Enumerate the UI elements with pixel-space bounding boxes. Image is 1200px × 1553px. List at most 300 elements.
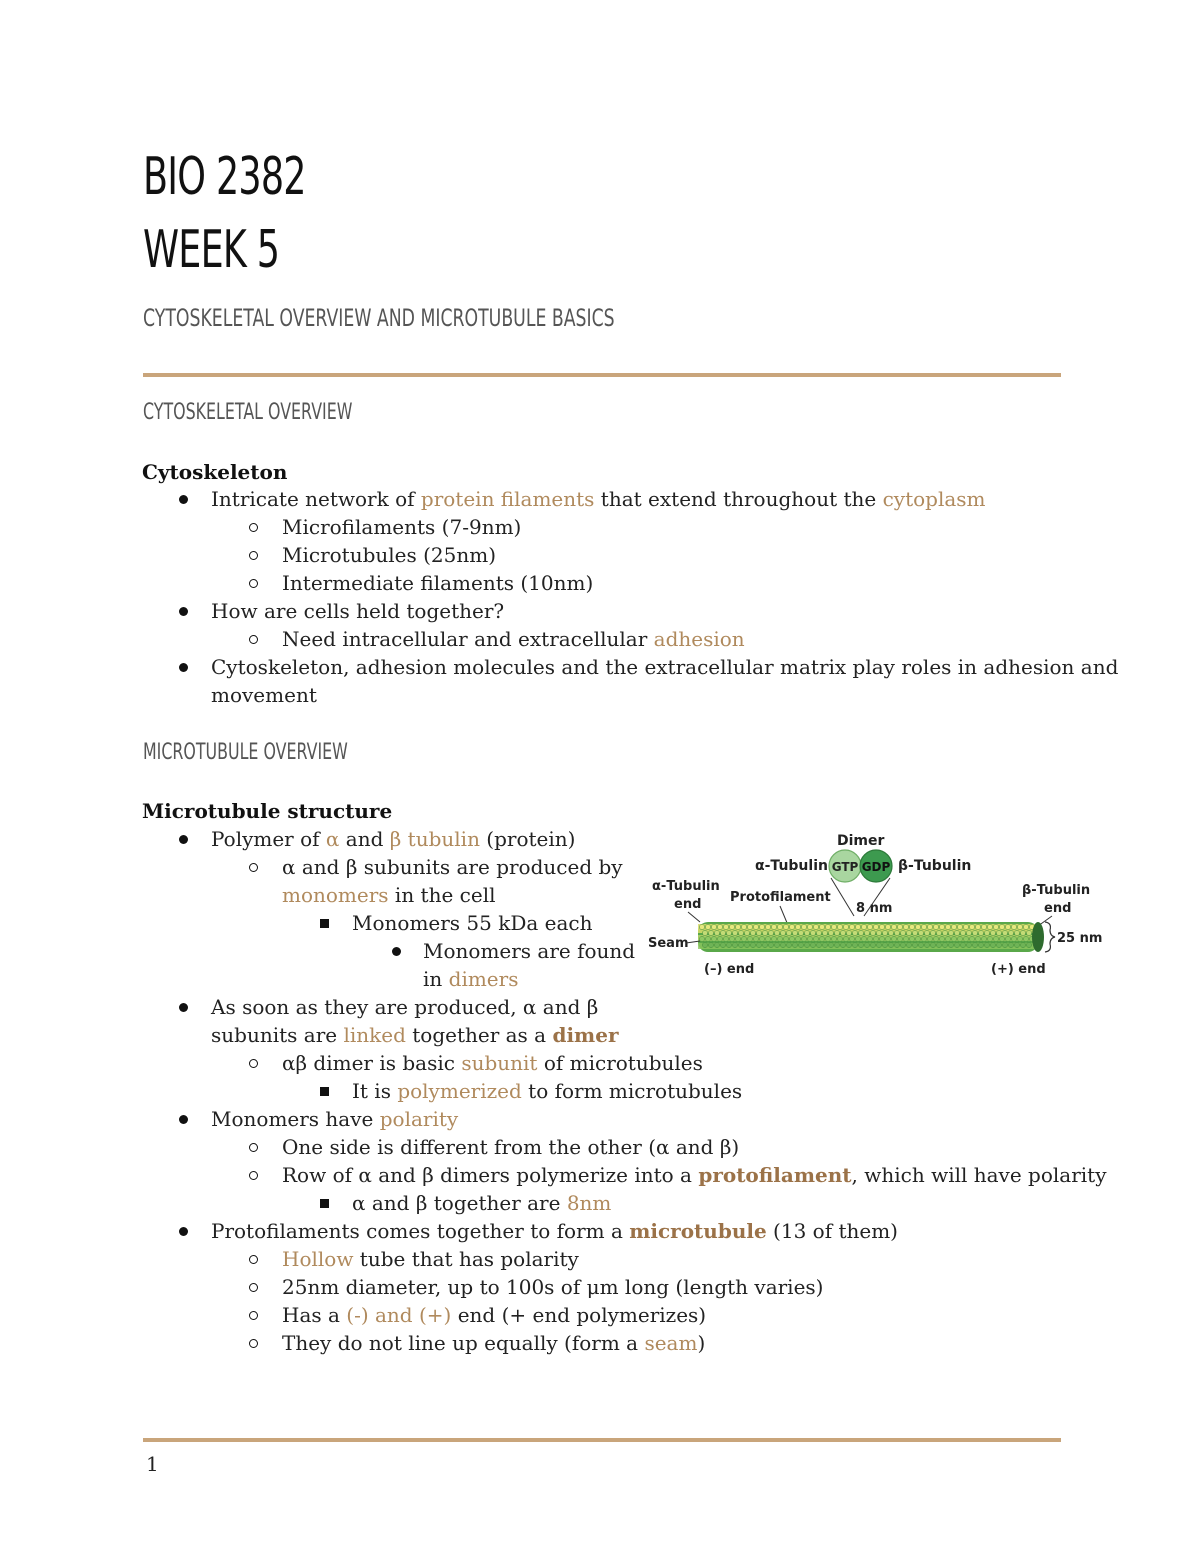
tubulin-subunit (804, 930, 809, 935)
tubulin-subunit (783, 924, 788, 929)
protofilament-label: Protofilament (730, 890, 831, 905)
tubulin-subunit (861, 924, 866, 929)
tubulin-subunit (747, 936, 752, 941)
list-item: Microtubules (25nm) (282, 543, 497, 567)
list-item: Row of α and β dimers polymerize into a protofilament, which will have polarity (282, 1163, 1107, 1187)
tubulin-subunit (780, 942, 785, 947)
tubulin-subunit (768, 930, 773, 935)
tubulin-subunit (921, 936, 926, 941)
hollow-bullet-icon (249, 1255, 258, 1264)
tubulin-subunit (849, 936, 854, 941)
tubulin-subunit (858, 930, 863, 935)
tubulin-subunit (786, 930, 791, 935)
plus-end-cap (1032, 922, 1044, 952)
tubulin-subunit (927, 924, 932, 929)
tubulin-subunit (735, 924, 740, 929)
tubulin-subunit (909, 924, 914, 929)
tubulin-subunit (996, 930, 1001, 935)
tubulin-subunit (873, 936, 878, 941)
tubulin-subunit (786, 942, 791, 947)
tubulin-subunit (828, 942, 833, 947)
tubulin-subunit (936, 930, 941, 935)
tubulin-subunit (714, 942, 719, 947)
tubulin-subunit (888, 930, 893, 935)
bullet-icon (179, 1003, 188, 1012)
tubulin-subunit (933, 936, 938, 941)
tubulin-subunit (831, 936, 836, 941)
list-item: Microfilaments (7-9nm) (282, 515, 522, 539)
tubulin-subunit (1014, 942, 1019, 947)
tubulin-subunit (837, 936, 842, 941)
bullet-icon (179, 835, 188, 844)
square-bullet-icon (320, 1199, 329, 1208)
tubulin-subunit (906, 942, 911, 947)
dimer-pointer-line (831, 878, 854, 916)
tubulin-subunit (738, 942, 743, 947)
tubulin-subunit (807, 924, 812, 929)
tubulin-subunit (891, 936, 896, 941)
tubulin-subunit (876, 930, 881, 935)
tubulin-subunit (957, 924, 962, 929)
tubulin-subunit (753, 936, 758, 941)
tubulin-subunit (711, 936, 716, 941)
list-item: Cytoskeleton, adhesion molecules and the extracellular matrix play roles in adhesion and (211, 655, 1119, 679)
tubulin-subunit (1008, 942, 1013, 947)
tubulin-subunit (975, 936, 980, 941)
list-item: Need intracellular and extracellular adhesion (282, 627, 745, 651)
tubulin-subunit (999, 936, 1004, 941)
tubulin-subunit (822, 930, 827, 935)
dimer-label: Dimer (837, 833, 885, 849)
tubulin-subunit (954, 930, 959, 935)
list-item-continuation: movement (211, 683, 317, 707)
section-heading-cytoskeletal: CYTOSKELETAL OVERVIEW (143, 400, 353, 425)
tubulin-subunit (861, 936, 866, 941)
tubulin-subunit (1020, 930, 1025, 935)
tubulin-subunit (819, 936, 824, 941)
tubulin-subunit (750, 930, 755, 935)
tubulin-subunit (900, 942, 905, 947)
tubulin-subunit (801, 936, 806, 941)
tubulin-subunit (930, 930, 935, 935)
tubulin-subunit (798, 930, 803, 935)
hollow-bullet-icon (249, 1059, 258, 1068)
tubulin-subunit (729, 936, 734, 941)
tubulin-subunit (888, 942, 893, 947)
tubulin-subunit (717, 936, 722, 941)
tubulin-subunit (966, 942, 971, 947)
tubulin-subunit (993, 936, 998, 941)
hollow-bullet-icon (249, 1311, 258, 1320)
hollow-bullet-icon (249, 1143, 258, 1152)
tubulin-subunit (924, 930, 929, 935)
list-item-continuation: subunits are linked together as a dimer (211, 1023, 619, 1047)
tubulin-subunit (819, 924, 824, 929)
tubulin-subunit (807, 936, 812, 941)
tubulin-subunit (900, 930, 905, 935)
tubulin-subunit (708, 942, 713, 947)
tubulin-subunit (996, 942, 1001, 947)
tubulin-subunit (813, 936, 818, 941)
gdp-label: GDP (861, 860, 891, 874)
tubulin-subunit (948, 942, 953, 947)
hollow-bullet-icon (249, 551, 258, 560)
bottom-divider (143, 1438, 1061, 1442)
hollow-bullet-icon (249, 523, 258, 532)
tubulin-subunit (864, 942, 869, 947)
tubulin-subunit (951, 924, 956, 929)
tubulin-subunit (1005, 936, 1010, 941)
tubulin-subunit (762, 942, 767, 947)
tubulin-subunit (954, 942, 959, 947)
beta-end-label-line2: end (1044, 901, 1072, 916)
top-divider (143, 373, 1061, 377)
tubulin-subunit (903, 924, 908, 929)
tubulin-subunit (897, 924, 902, 929)
tubulin-subunit (852, 930, 857, 935)
list-item: α and β together are 8nm (352, 1191, 612, 1215)
tubulin-subunit (915, 936, 920, 941)
tubulin-subunit (840, 942, 845, 947)
tubulin-subunit (702, 930, 707, 935)
tubulin-subunit (867, 924, 872, 929)
tubulin-subunit (906, 930, 911, 935)
tubulin-subunit (987, 924, 992, 929)
tubulin-subunit (945, 924, 950, 929)
tubulin-subunit (768, 942, 773, 947)
hollow-bullet-icon (249, 635, 258, 644)
bullet-icon (179, 1115, 188, 1124)
tubulin-subunit (837, 924, 842, 929)
tubulin-subunit (978, 930, 983, 935)
tubulin-subunit (867, 936, 872, 941)
tubulin-subunit (975, 924, 980, 929)
tubulin-subunit (948, 930, 953, 935)
tubulin-subunit (1023, 924, 1028, 929)
hollow-bullet-icon (249, 1339, 258, 1348)
tubulin-subunit (1008, 930, 1013, 935)
tubulin-subunit (720, 930, 725, 935)
bullet-icon (179, 607, 188, 616)
tubulin-subunit (750, 942, 755, 947)
document-subtitle: CYTOSKELETAL OVERVIEW AND MICROTUBULE BASICS (143, 304, 615, 332)
alpha-end-label-line2: end (674, 897, 702, 912)
tubulin-subunit (846, 930, 851, 935)
minus-end-label: (–) end (704, 962, 755, 977)
tubulin-subunit (816, 942, 821, 947)
tubulin-subunit (924, 942, 929, 947)
tubulin-subunit (780, 930, 785, 935)
list-item: One side is different from the other (α and β) (282, 1135, 740, 1159)
tubulin-subunit (1020, 942, 1025, 947)
square-bullet-icon (320, 1087, 329, 1096)
microtubule-diagram (640, 826, 1110, 984)
tubulin-subunit (894, 930, 899, 935)
tubulin-subunit (942, 930, 947, 935)
hollow-bullet-icon (249, 1171, 258, 1180)
tubulin-subunit (744, 942, 749, 947)
tubulin-subunit (879, 936, 884, 941)
tubulin-subunit (756, 942, 761, 947)
tubulin-subunit (942, 942, 947, 947)
list-item: Polymer of α and β tubulin (protein) (211, 827, 576, 851)
tubulin-subunit (1002, 942, 1007, 947)
tubulin-subunit (822, 942, 827, 947)
tubulin-subunit (984, 930, 989, 935)
tubulin-subunit (939, 936, 944, 941)
tubulin-subunit (795, 936, 800, 941)
tubulin-subunit (963, 936, 968, 941)
list-item: How are cells held together? (211, 599, 505, 623)
tubulin-subunit (939, 924, 944, 929)
tubulin-subunit (879, 924, 884, 929)
tubulin-subunit (741, 936, 746, 941)
tubulin-subunit (852, 942, 857, 947)
tubulin-subunit (849, 924, 854, 929)
list-item: Hollow tube that has polarity (282, 1247, 579, 1271)
tubulin-subunit (1017, 924, 1022, 929)
tubulin-subunit (960, 942, 965, 947)
tubulin-subunit (957, 936, 962, 941)
tubulin-subunit (960, 930, 965, 935)
tubulin-subunit (810, 930, 815, 935)
tubulin-subunit (921, 924, 926, 929)
tubulin-subunit (759, 936, 764, 941)
tubulin-subunit (777, 924, 782, 929)
tubulin-subunit (816, 930, 821, 935)
tubulin-subunit (885, 936, 890, 941)
tubulin-subunit (909, 936, 914, 941)
tubulin-subunit (855, 924, 860, 929)
list-item: Has a (-) and (+) end (+ end polymerizes) (282, 1303, 707, 1327)
tubulin-subunit (699, 936, 704, 941)
hollow-bullet-icon (249, 1283, 258, 1292)
pointer-line (688, 912, 700, 922)
tubulin-subunit (882, 930, 887, 935)
list-item: Monomers have polarity (211, 1107, 459, 1131)
tubulin-subunit (933, 924, 938, 929)
tubulin-subunit (732, 930, 737, 935)
eight-nm-label: 8 nm (856, 901, 893, 916)
tubulin-subunit (762, 930, 767, 935)
tubulin-subunit (717, 924, 722, 929)
tubulin-subunit (969, 924, 974, 929)
topic-cytoskeleton: Cytoskeleton (142, 460, 288, 484)
tubulin-subunit (864, 930, 869, 935)
bullet-icon (392, 947, 401, 956)
tubulin-subunit (705, 936, 710, 941)
tubulin-subunit (870, 942, 875, 947)
tubulin-subunit (720, 942, 725, 947)
tubulin-subunit (966, 930, 971, 935)
tubulin-subunit (711, 924, 716, 929)
tubulin-subunit (987, 936, 992, 941)
list-item: It is polymerized to form microtubules (352, 1079, 743, 1103)
tubulin-subunit (759, 924, 764, 929)
tubulin-subunit (756, 930, 761, 935)
tubulin-subunit (846, 942, 851, 947)
tubulin-subunit (870, 930, 875, 935)
course-title: BIO 2382 (143, 147, 306, 207)
tubulin-subunit (726, 942, 731, 947)
tubulin-subunit (729, 924, 734, 929)
tubulin-subunit (885, 924, 890, 929)
tubulin-subunit (897, 936, 902, 941)
list-item: They do not line up equally (form a seam) (282, 1331, 706, 1355)
tubulin-subunit (972, 930, 977, 935)
tubulin-subunit (843, 924, 848, 929)
tubulin-subunit (912, 942, 917, 947)
tubulin-subunit (945, 936, 950, 941)
list-item: Intricate network of protein filaments that extend throughout the cytoplasm (211, 487, 986, 511)
tubulin-subunit (825, 924, 830, 929)
tubulin-subunit (990, 942, 995, 947)
tubulin-subunit (930, 942, 935, 947)
tubulin-subunit (714, 930, 719, 935)
tubulin-subunit (927, 936, 932, 941)
tubulin-subunit (1002, 930, 1007, 935)
tubulin-subunit (1011, 924, 1016, 929)
tubulin-subunit (1017, 936, 1022, 941)
hollow-bullet-icon (249, 579, 258, 588)
tubulin-subunit (990, 930, 995, 935)
tubulin-subunit (705, 924, 710, 929)
alpha-tubulin-label: α-Tubulin (755, 858, 828, 874)
alpha-end-label: α-Tubulin (652, 879, 720, 894)
tubulin-subunit (825, 936, 830, 941)
bullet-icon (179, 495, 188, 504)
tubulin-subunit (804, 942, 809, 947)
tubulin-subunit (876, 942, 881, 947)
tubulin-subunit (891, 924, 896, 929)
tubulin-subunit (882, 942, 887, 947)
tubulin-subunit (918, 942, 923, 947)
plus-end-label: (+) end (991, 962, 1046, 977)
list-item-continuation: in dimers (423, 967, 519, 991)
tubulin-subunit (912, 930, 917, 935)
tubulin-subunit (723, 936, 728, 941)
tubulin-subunit (984, 942, 989, 947)
tubulin-subunit (840, 930, 845, 935)
list-item: 25nm diameter, up to 100s of μm long (length varies) (282, 1275, 824, 1299)
tubulin-subunit (1014, 930, 1019, 935)
tubulin-subunit (1005, 924, 1010, 929)
gtp-label: GTP (831, 860, 859, 874)
tubulin-subunit (978, 942, 983, 947)
tubulin-subunit (735, 936, 740, 941)
tubulin-subunit (951, 936, 956, 941)
list-item: As soon as they are produced, α and β (211, 995, 599, 1019)
tubulin-subunit (915, 924, 920, 929)
twenty-five-nm-label: 25 nm (1057, 931, 1103, 946)
tubulin-subunit (708, 930, 713, 935)
tubulin-subunit (753, 924, 758, 929)
tubulin-subunit (972, 942, 977, 947)
tubulin-subunit (999, 924, 1004, 929)
tubulin-subunit (873, 924, 878, 929)
tubulin-subunit (747, 924, 752, 929)
tubulin-subunit (798, 942, 803, 947)
tubulin-subunit (795, 924, 800, 929)
tubulin-subunit (834, 942, 839, 947)
tubulin-subunit (969, 936, 974, 941)
tubulin-subunit (936, 942, 941, 947)
tubulin-subunit (843, 936, 848, 941)
tubulin-subunit (828, 930, 833, 935)
tubulin-subunit (981, 936, 986, 941)
tubulin-subunit (741, 924, 746, 929)
tubulin-subunit (993, 924, 998, 929)
list-item: Intermediate filaments (10nm) (282, 571, 594, 595)
tubulin-subunit (858, 942, 863, 947)
list-item: α and β subunits are produced by (282, 855, 623, 879)
topic-microtubule-structure: Microtubule structure (142, 799, 393, 823)
tubulin-subunit (792, 930, 797, 935)
tubulin-subunit (1026, 942, 1031, 947)
tubulin-subunit (777, 936, 782, 941)
tubulin-subunit (726, 930, 731, 935)
tubulin-subunit (702, 942, 707, 947)
tubulin-subunit (771, 924, 776, 929)
tubulin-subunit (765, 924, 770, 929)
tubulin-subunit (1011, 936, 1016, 941)
list-item: Protofilaments comes together to form a microtubule (13 of them) (211, 1219, 898, 1243)
list-item-continuation: monomers in the cell (282, 883, 496, 907)
section-heading-microtubule: MICROTUBULE OVERVIEW (143, 740, 348, 765)
tubulin-subunit (834, 930, 839, 935)
tubulin-subunit (813, 924, 818, 929)
tubulin-subunit (765, 936, 770, 941)
hollow-bullet-icon (249, 863, 258, 872)
tubulin-subunit (723, 924, 728, 929)
tubulin-subunit (831, 924, 836, 929)
tubulin-subunit (855, 936, 860, 941)
bullet-icon (179, 663, 188, 672)
page-number: 1 (146, 1452, 159, 1476)
tubulin-subunit (1023, 936, 1028, 941)
week-title: WEEK 5 (143, 220, 280, 280)
tubulin-subunit (963, 924, 968, 929)
list-item: Monomers are found (423, 939, 636, 963)
tubulin-subunit (783, 936, 788, 941)
list-item: αβ dimer is basic subunit of microtubules (282, 1051, 703, 1075)
tubulin-subunit (801, 924, 806, 929)
tubulin-subunit (738, 930, 743, 935)
tubulin-subunit (771, 936, 776, 941)
beta-tubulin-label: β-Tubulin (898, 858, 972, 874)
diameter-bracket (1045, 922, 1055, 952)
list-item: Monomers 55 kDa each (352, 911, 593, 935)
tubulin-subunit (810, 942, 815, 947)
tubulin-subunit (981, 924, 986, 929)
square-bullet-icon (320, 919, 329, 928)
tubulin-subunit (792, 942, 797, 947)
tubulin-subunit (732, 942, 737, 947)
bullet-icon (179, 1227, 188, 1236)
tubulin-subunit (699, 924, 704, 929)
tubulin-subunit (774, 942, 779, 947)
seam-label: Seam (648, 936, 689, 951)
tubulin-subunit (789, 924, 794, 929)
tubulin-subunit (789, 936, 794, 941)
tubulin-subunit (1026, 930, 1031, 935)
beta-end-label: β-Tubulin (1022, 883, 1091, 898)
tubulin-subunit (903, 936, 908, 941)
tubulin-subunit (774, 930, 779, 935)
tubulin-subunit (918, 930, 923, 935)
tubulin-subunit (894, 942, 899, 947)
tubulin-subunit (744, 930, 749, 935)
